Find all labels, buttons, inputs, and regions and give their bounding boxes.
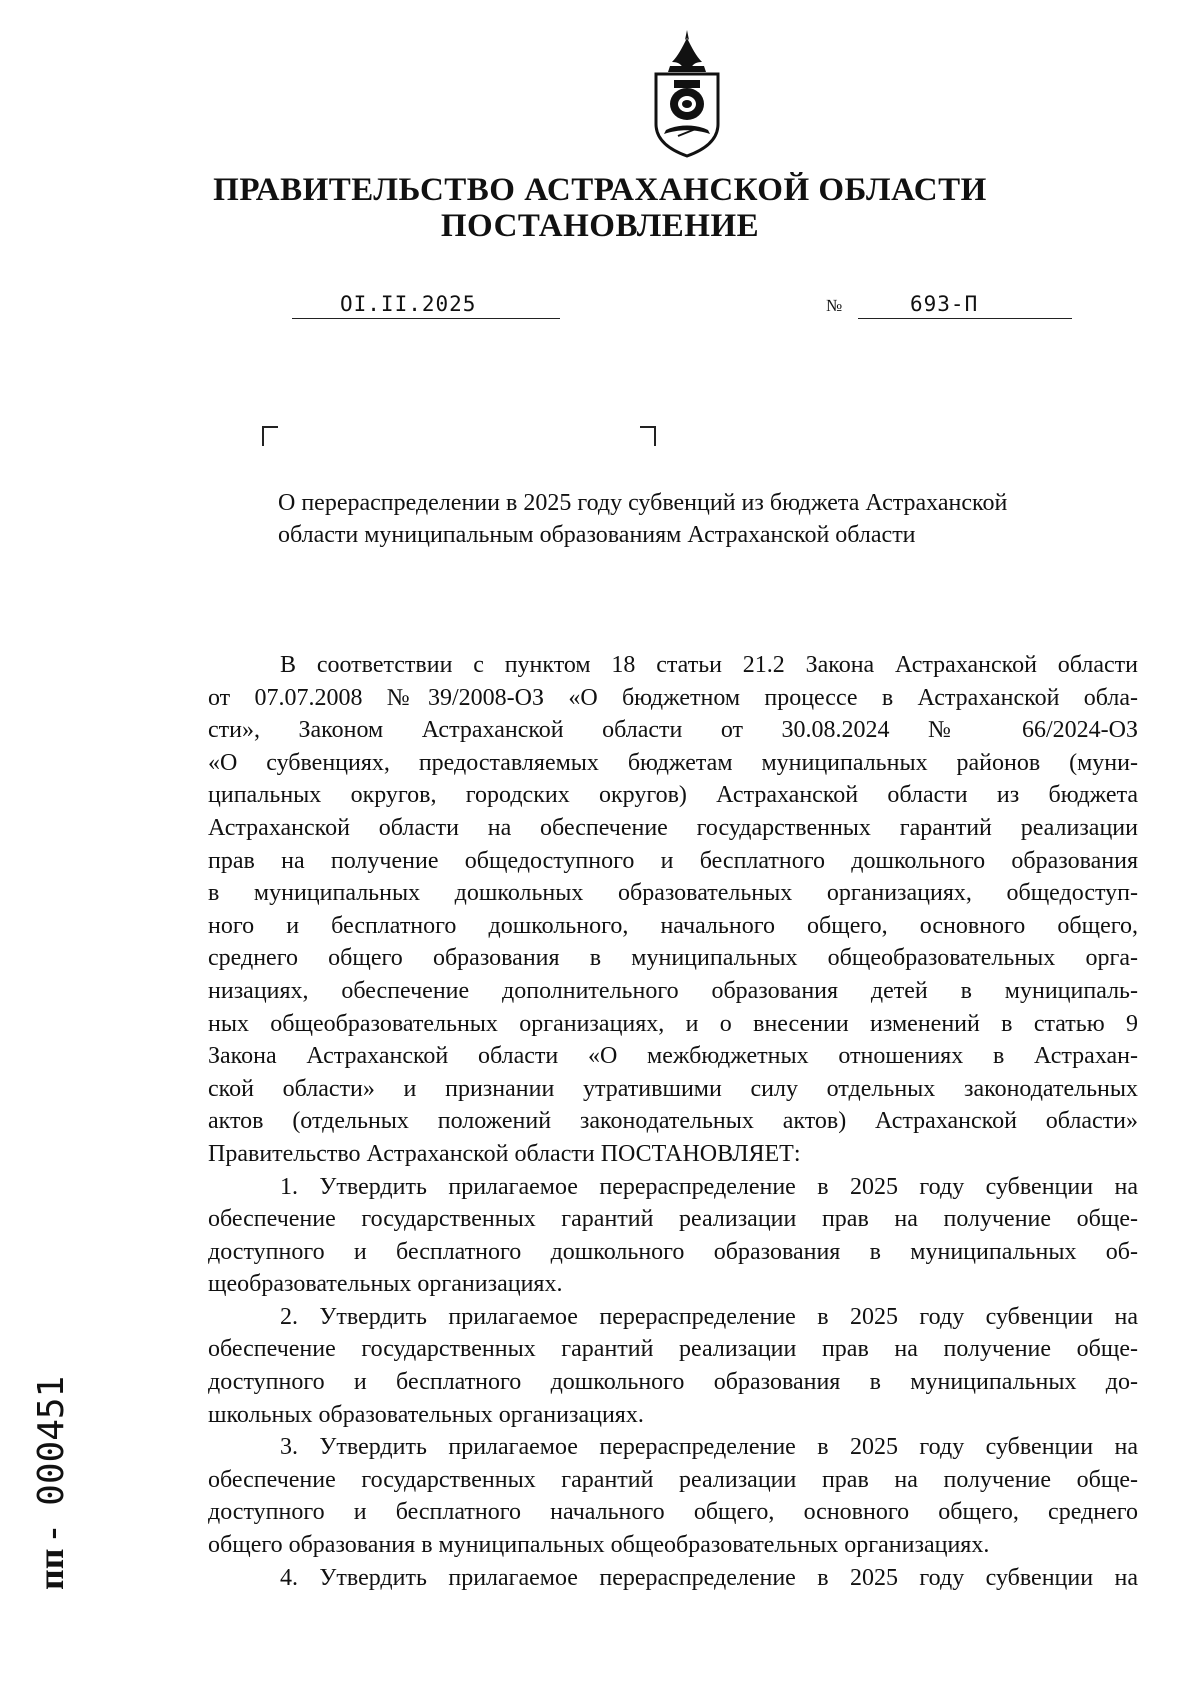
date-underline <box>292 318 560 319</box>
subject-line: области муниципальным образованиям Астраханской области <box>278 522 916 548</box>
body-line: 1. Утвердить прилагаемое перераспределение в 2025 году субвенции на <box>280 1173 1138 1200</box>
registration-stamp <box>30 1330 72 1590</box>
subject-corner-left <box>262 426 278 446</box>
subject-corner-right <box>640 426 656 446</box>
body-line: щеобразовательных организациях. <box>208 1271 563 1298</box>
body-line: ципальных округов, городских округов) Астраханской области из бюджета <box>208 782 1138 809</box>
stamp-prefix: пп - <box>31 1527 71 1590</box>
number-sign: № <box>826 296 843 315</box>
body-line: ного и бесплатного дошкольного, начального общего, основного общего, <box>208 912 1138 939</box>
document-number: 693-П <box>910 292 979 316</box>
body-line: доступного и бесплатного дошкольного образования в муниципальных до- <box>208 1369 1138 1396</box>
body-line: В соответствии с пунктом 18 статьи 21.2 Закона Астраханской области <box>280 652 1138 678</box>
document-date: OI.II.2025 <box>340 292 477 316</box>
body-line: обеспечение государственных гарантий реализации прав на получение обще- <box>208 1206 1138 1233</box>
body-line: 2. Утвердить прилагаемое перераспределение в 2025 году субвенции на <box>280 1303 1138 1330</box>
body-line: актов (отдельных положений законодательных актов) Астраханской области» <box>208 1108 1138 1135</box>
subject-line: О перераспределении в 2025 году субвенций из бюджета Астраханской <box>278 490 1008 516</box>
body-line: сти», Законом Астраханской области от 30.08.2024 № 66/2024-ОЗ <box>208 717 1138 744</box>
body-line: ской области» и признании утратившими силу отдельных законодательных <box>208 1075 1138 1102</box>
body-line: среднего общего образования в муниципальных общеобразовательных орга- <box>208 945 1138 972</box>
body-line: Правительство Астраханской области ПОСТАНОВЛЯЕТ: <box>208 1140 801 1167</box>
body-line: Закона Астраханской области «О межбюджетных отношениях в Астрахан- <box>208 1043 1138 1070</box>
body-line: доступного и бесплатного дошкольного образования в муниципальных об- <box>208 1238 1138 1265</box>
body-line: общего образования в муниципальных общеобразовательных организациях. <box>208 1532 990 1559</box>
document-body <box>208 649 1138 1594</box>
body-line: 3. Утвердить прилагаемое перераспределение в 2025 году субвенции на <box>280 1434 1138 1461</box>
body-line: прав на получение общедоступного и бесплатного дошкольного образования <box>208 847 1138 874</box>
coat-of-arms-emblem <box>648 28 726 158</box>
document-subject <box>278 487 1138 551</box>
body-line: низациях, обеспечение дополнительного образования детей в муниципаль- <box>208 977 1138 1004</box>
body-line: обеспечение государственных гарантий реализации прав на получение обще- <box>208 1336 1138 1363</box>
body-line: от 07.07.2008 №39/2008-ОЗ «О бюджетном процессе в Астраханской обла- <box>208 684 1138 711</box>
body-line: в муниципальных дошкольных образовательных организациях, общедоступ- <box>208 880 1138 907</box>
body-line: ных общеобразовательных организациях, и о внесении изменений в статью 9 <box>208 1010 1138 1037</box>
number-underline <box>858 318 1072 319</box>
body-line: обеспечение государственных гарантий реализации прав на получение обще- <box>208 1466 1138 1493</box>
body-line: Астраханской области на обеспечение государственных гарантий реализации <box>208 814 1138 841</box>
body-line: «О субвенциях, предоставляемых бюджетам муниципальных районов (муни- <box>208 749 1138 776</box>
document-type-title: ПОСТАНОВЛЕНИЕ <box>440 208 760 244</box>
organization-title: ПРАВИТЕЛЬСТВО АСТРАХАНСКОЙ ОБЛАСТИ <box>213 172 987 208</box>
body-line: 4. Утвердить прилагаемое перераспределение в 2025 году субвенции на <box>280 1564 1138 1591</box>
body-line: доступного и бесплатного начального общего, основного общего, среднего <box>208 1499 1138 1526</box>
stamp-serial: 000451 <box>31 1375 72 1506</box>
body-line: школьных образовательных организациях. <box>208 1401 644 1428</box>
